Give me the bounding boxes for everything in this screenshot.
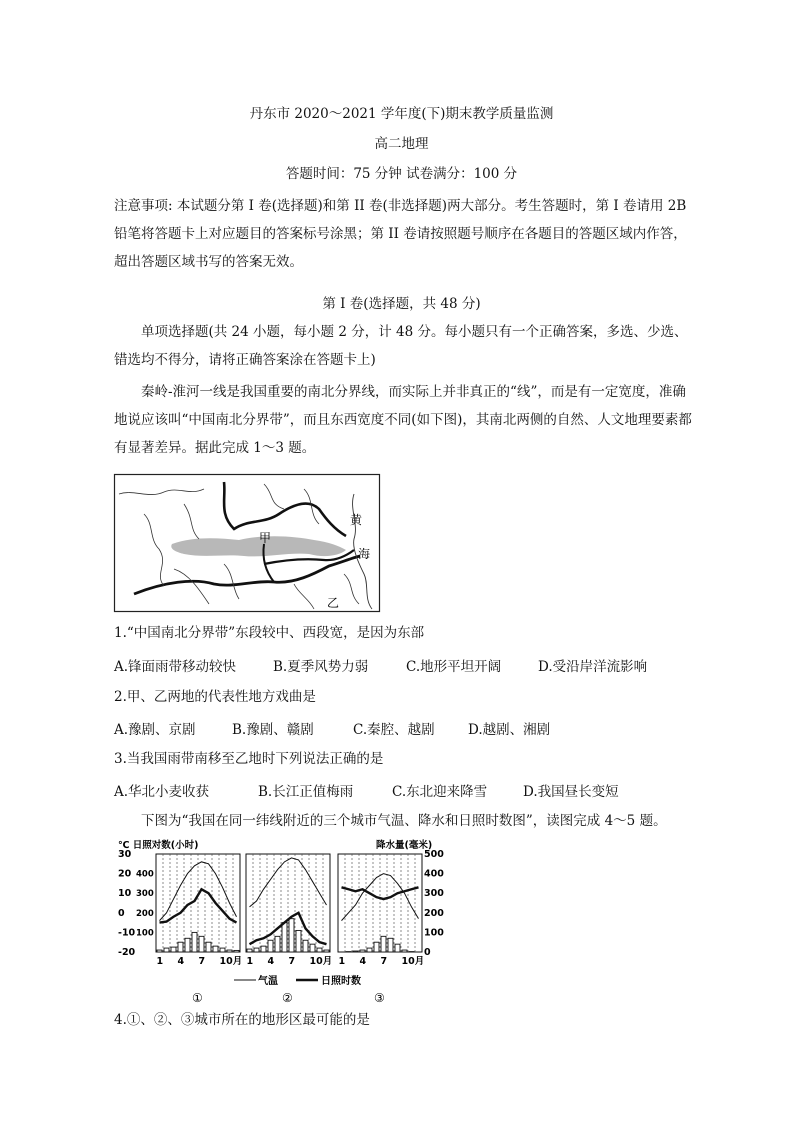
precipitation-bar	[289, 919, 294, 952]
precipitation-bar	[178, 942, 183, 952]
precipitation-bar	[157, 950, 162, 952]
passage-2: 下图为“我国在同一纬线附近的三个城市气温、降水和日照时数图”，读图完成 4～5 题。	[141, 813, 667, 829]
precipitation-bar	[192, 932, 197, 952]
precipitation-bar	[402, 950, 407, 952]
precipitation-bar	[199, 936, 204, 952]
month-tick-label: 4	[267, 956, 275, 967]
panel-label: ①	[192, 991, 203, 1005]
precipitation-bar	[296, 930, 301, 952]
temp-tick-label: -10	[118, 927, 136, 939]
precipitation-bar	[206, 942, 211, 952]
question-2-options	[114, 718, 704, 738]
panel-label: ②	[282, 991, 293, 1005]
precipitation-bar	[227, 950, 232, 952]
precipitation-bar	[360, 950, 365, 952]
temp-tick-label: 30	[118, 849, 132, 860]
temp-tick-label: 20	[118, 868, 132, 880]
month-tick-label: 1	[338, 956, 346, 967]
map-label-yi: 乙	[327, 596, 340, 610]
section-title: 第 I 卷(选择题，共 48 分)	[322, 296, 481, 312]
panel-label: ③	[374, 991, 385, 1005]
precip-tick-label: 300	[424, 888, 444, 900]
precipitation-bar	[171, 947, 176, 952]
precipitation-bar	[220, 948, 225, 952]
precip-tick-label: 0	[424, 947, 431, 958]
precip-tick-label: 400	[424, 868, 444, 880]
exam-title: 丹东市 2020～2021 学年度(下)期末教学质量监测	[249, 106, 554, 122]
precipitation-bar	[282, 923, 287, 952]
question-4-stem: 4.①、②、③城市所在的地形区最可能的是	[114, 1012, 370, 1028]
q2-option-c[interactable]: C.秦腔、越剧	[353, 722, 435, 738]
precipitation-bar	[213, 946, 218, 952]
precipitation-bar	[388, 938, 393, 952]
precip-tick-label: 200	[424, 907, 444, 919]
q1-option-d[interactable]: D.受沿岸洋流影响	[538, 659, 648, 675]
precipitation-bar	[275, 936, 280, 952]
sunshine-tick-label: 400	[136, 869, 154, 880]
month-tick-label: 7	[198, 956, 206, 967]
precipitation-bar	[381, 936, 386, 952]
q1-option-c[interactable]: C.地形平坦开阔	[406, 659, 502, 675]
q3-option-d[interactable]: D.我国昼长变短	[523, 784, 619, 800]
legend-temp-label: 气温	[258, 976, 278, 987]
q2-option-b[interactable]: B.豫剧、赣剧	[232, 722, 314, 738]
notice-paragraph: 注意事项: 本试题分第 I 卷(选择题)和第 II 卷(非选择题)两大部分。考生答题时，第 I 卷请用 2B 铅笔将答题卡上对应题目的答案标号涂黑；第 II 卷请按照题号顺序在各题目的答题区域内作答，超出答题区域书写的答案无效。	[114, 198, 687, 270]
legend-sun-label: 日照时数	[321, 976, 361, 987]
month-tick-label: 1	[156, 956, 164, 967]
month-tick-label: 10月	[401, 956, 425, 967]
q3-option-b[interactable]: B.长江正值梅雨	[258, 784, 354, 800]
question-2-stem: 2.甲、乙两地的代表性地方戏曲是	[114, 689, 316, 705]
precipitation-bar	[367, 948, 372, 952]
month-tick-label: 10月	[309, 956, 333, 967]
temp-tick-label: -20	[118, 947, 136, 958]
q2-option-d[interactable]: D.越剧、湘剧	[468, 722, 551, 738]
precipitation-bar	[185, 938, 190, 952]
q1-option-a[interactable]: A.锋面雨带移动较快	[114, 659, 237, 675]
q2-option-a[interactable]: A.豫剧、京剧	[114, 722, 196, 738]
map-label-jia: 甲	[259, 531, 272, 545]
month-tick-label: 10月	[219, 956, 243, 967]
sunshine-line	[160, 889, 237, 922]
precipitation-bar	[310, 944, 315, 952]
month-tick-label: 7	[288, 956, 296, 967]
map-label-hai: 海	[358, 547, 371, 561]
precipitation-bar	[395, 944, 400, 952]
question-3-options	[114, 780, 704, 800]
right-axis-label: 降水量(毫米)	[376, 840, 433, 851]
exam-subject: 高二地理	[374, 136, 429, 152]
temp-tick-label: 10	[118, 888, 132, 900]
month-tick-label: 7	[380, 956, 388, 967]
precipitation-bar	[268, 940, 273, 952]
temp-tick-label: 0	[118, 907, 125, 919]
month-tick-label: 4	[177, 956, 185, 967]
question-3-stem: 3.当我国雨带南移至乙地时下列说法正确的是	[114, 751, 384, 767]
climate-panel	[156, 854, 242, 1005]
section-instructions: 单项选择题(共 24 小题，每小题 2 分，计 48 分。每小题只有一个正确答案，多选、少选、错选均不得分，请将正确答案涂在答题卡上)	[114, 324, 688, 368]
map-label-huang: 黄	[350, 513, 363, 527]
sunshine-tick-label: 100	[136, 928, 154, 939]
precipitation-bar	[353, 951, 358, 952]
north-south-boundary-map	[114, 474, 380, 612]
q3-option-a[interactable]: A.华北小麦收获	[114, 784, 210, 800]
question-1-options	[114, 655, 704, 675]
sunshine-tick-label: 200	[136, 908, 154, 919]
precip-tick-label: 100	[424, 927, 444, 939]
precipitation-bar	[261, 946, 266, 952]
q3-option-c[interactable]: C.东北迎来降雪	[392, 784, 488, 800]
exam-time-score: 答题时间：75 分钟 试卷满分：100 分	[285, 166, 518, 182]
climate-chart	[118, 838, 444, 1006]
precipitation-bar	[234, 950, 239, 952]
precipitation-bar	[374, 942, 379, 952]
precipitation-bar	[247, 949, 252, 952]
precipitation-bar	[303, 940, 308, 952]
precipitation-bar	[317, 948, 322, 952]
question-1-stem: 1.“中国南北分界带”东段较中、西段宽，是因为东部	[114, 625, 425, 641]
precipitation-bar	[164, 948, 169, 952]
sunshine-tick-label: 300	[136, 889, 154, 900]
passage-1: 秦岭-淮河一线是我国重要的南北分界线，而实际上并非真正的“线”，而是有一定宽度，准确地说应该叫“中国南北分界带”，而且东西宽度不同(如下图)，其南北两侧的自然、人文地理要素都有显著差异。据此完成 1～3 题。	[114, 384, 692, 456]
chart-legend	[234, 974, 361, 987]
precipitation-bar	[254, 948, 259, 952]
precipitation-bar	[324, 950, 329, 952]
q1-option-b[interactable]: B.夏季风势力弱	[273, 659, 369, 675]
precip-tick-label: 500	[424, 849, 444, 860]
month-tick-label: 4	[359, 956, 367, 967]
left-axis-label: ℃ 日照对数(小时)	[118, 840, 199, 851]
month-tick-label: 1	[246, 956, 254, 967]
